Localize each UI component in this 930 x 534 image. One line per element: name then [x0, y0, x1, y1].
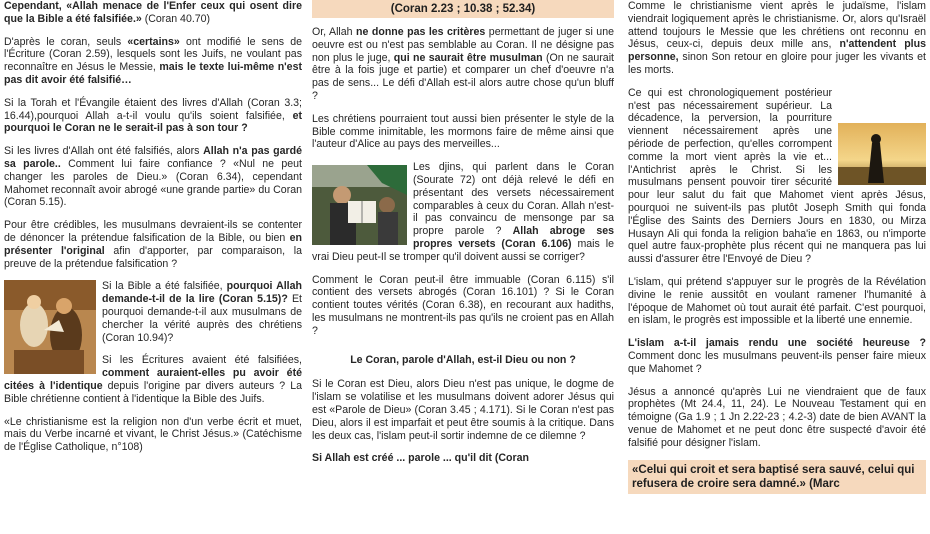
column-middle: [312, 0, 614, 534]
paragraph-judaisme: Comme le christianisme vient après le judaïsme, l'islam viendrait logiquement après le christianisme. Or, alors qu'Israël attend toujours le Messie que les chrétiens ont reconnu en Jésus, ceux-ci, depuis deux mille ans, n'attendent plus personne, sinon Son retour en gloire pour juger les vivants et les morts.: [628, 0, 926, 76]
crowd-photo: [312, 165, 407, 245]
paragraph-progres: L'islam, qui prétend s'appuyer sur le progrès de la Révélation divine le renie aussitôt en voulant ramener l'humanité à l'époque de Mahomet où tout aurait été parfait. C'est pourquoi, en islam, le progrès est impossible et la liberté une ennemie.: [628, 275, 926, 327]
column-right: [628, 0, 926, 534]
quote-enfer: Cependant, «Allah menace de l'Enfer ceux qui osent dire que la Bible a été falsifiée.»: [4, 0, 302, 25]
paragraph-enfer: Cependant, «Allah menace de l'Enfer ceux qui osent dire que la Bible a été falsifiée.» (Coran 40.70): [4, 0, 302, 25]
veiled-figure-photo: [838, 123, 926, 185]
paragraph-torah: Si la Torah et l'Évangile étaient des livres d'Allah (Coran 3.3; 16.44),pourquoi Allah a-t-il voulu qu'ils soient falsifiée, et pourquoi le Coran ne le serait-il pas à son tour ?: [4, 96, 302, 135]
paragraph-heureuse: L'islam a-t-il jamais rendu une société heureuse ? Comment donc les musulmans peuvent-ils penser faire mieux que Mahomet ?: [628, 337, 926, 375]
paragraph-lire: Si la Bible a été falsifiée, pourquoi Allah demande-t-il de la lire (Coran 5.15)? Et pourquoi demande-t-il aux musulmans de chercher la vérité auprès des chrétiens (Coran 10.94)?: [102, 280, 302, 344]
paragraph-catechisme: «Le christianisme est la religion non d'un verbe écrit et muet, mais du Verbe incarné et vivant, le Christ Jésus.» (Catéchisme de l'Église Catholique, n°108): [4, 415, 302, 454]
paragraph-criteres: Or, Allah ne donne pas les critères permettant de juger si une oeuvre est ou n'est pas semblable au Coran. Il ne désigne pas non plus le juge, qui ne saurait être musulman (On ne saurait être à la fois juge et partie) et comparer un chef d'oeuvre n'a pas de sens... Le défi d'Allah est-il alors autre chose qu'un bluff ?: [312, 26, 614, 102]
paragraph-style: Les chrétiens pourraient tout aussi bien présenter le style de la Bible comme inimitable, les mormons faire de même ainsi que l'auteur d'Alice au pays des merveilles...: [312, 112, 614, 151]
citation-band: (Coran 2.23 ; 10.38 ; 52.34): [312, 0, 614, 18]
paragraph-citees: Si les Écritures avaient été falsifiées, comment auraient-elles pu avoir été citées à l'identique depuis l'origine par divers auteurs ? La Bible chrétienne contient à l'identique la Bible des Juifs.: [4, 354, 302, 405]
paragraph-certains: D'après le coran, seuls «certains» ont modifié le sens de l'Écriture (Coran 2.59), lesquels sont les Juifs, ne voulant pas reconnaître en Jésus le Messie, mais le texte lui-même n'est pas dit avoir été falsifié…: [4, 35, 302, 86]
paragraph-original: Pour être crédibles, les musulmans devraient-ils se contenter de dénoncer la prétendue falsification de la Bible, ou bien en présenter l'original afin d'apporter, par comparaison, la preuve de la prétendue falsification ?: [4, 219, 302, 270]
paragraph-faux-prophetes: Jésus a annoncé qu'après Lui ne viendraient que de faux prophètes (Mt 24.4, 11, 24). Le Nouveau Testament qui en témoigne (Ga 1.9 ; 1 Jn 2.22-23 ; 4.2-3) date de bien AVANT la venue de Mahomet et ne peut donc être suspecté d'avoir été falsifié pour désigner l'islam.: [628, 385, 926, 449]
paragraph-djins: Les djins, qui parlent dans le Coran (Sourate 72) ont déjà relevé le défi en présentant des versets nécessairement comparables à ceux du Coran. Allah n'est-il pas convaincu de mensonge par sa propre parole ? Allah abroge ses propres versets (Coran 6.106) mais le vrai Dieu peut-Il se tromper qu'il doivent aussi se corriger?: [312, 161, 614, 263]
paragraph-parole: Si les livres d'Allah ont été falsifiés, alors Allah n'a pas gardé sa parole.. Comment lui faire confiance ? «Nul ne peut changer les paroles de Dieu.» (Coran 6.34), cependant Mahomet reconnaît avoir abrogé «une grande partie» du Coran (Coran 5.15).: [4, 145, 302, 209]
paragraph-cut: Si Allah est créé ... parole ... qu'il dit (Coran: [312, 452, 529, 465]
paragraph-immuable: Comment le Coran peut-il être immuable (Coran 6.115) s'il contient des versets abrogés (Coran 16.101) ? Si le Coran contient toutes vérités (Coran 6.38), en recourant aux hadiths, les musulmans ne montrent-ils pas qu'ils ne croient pas en Allah ?: [312, 273, 614, 337]
paragraph-posterieur: Ce qui est chronologiquement postérieur n'est pas nécessairement supérieur. La décadence, la perversion, la pourriture viennent nécessairement après une période de perfection, qu'elles corrompent comme la mort vient après la vie et... l'Antichrist après le Christ. Si les musulmans pensent pouvoir tirer sécurité pour leur salut du fait que Mahomet vient après Jésus, pourquoi ne suivent-ils pas plutôt Joseph Smith qui fonda l'Église des Saints des Derniers Jours en 1830, ou Mirza Husayn Ali qui fonda la religion baha'ie en 1863, ou n'importe quel autre faux-prophète plus récent qui ne manquera pas lui aussi d'assurer être l'Envoyé de Dieu ?: [628, 86, 926, 266]
paragraph-dieu: Si le Coran est Dieu, alors Dieu n'est pas unique, le dogme de l'islam se volatilise et les musulmans doivent adorer Jésus qui est «Parole de Dieu» (Coran 3.45 ; 4.171). Si le Coran n'est pas Dieu, alors il est imparfait et peut être soumis à la critique. Dans les deux cas, l'islam peut-il sortir indemne de ce dilemne ?: [312, 378, 614, 442]
quote-band-marc: «Celui qui croit et sera baptisé sera sauvé, celui qui refusera de croire sera damné.» (Marc: [628, 460, 926, 494]
column-left: [4, 0, 302, 534]
painting-image: [4, 280, 96, 374]
section-heading: Le Coran, parole d'Allah, est-il Dieu ou non ?: [350, 353, 576, 366]
